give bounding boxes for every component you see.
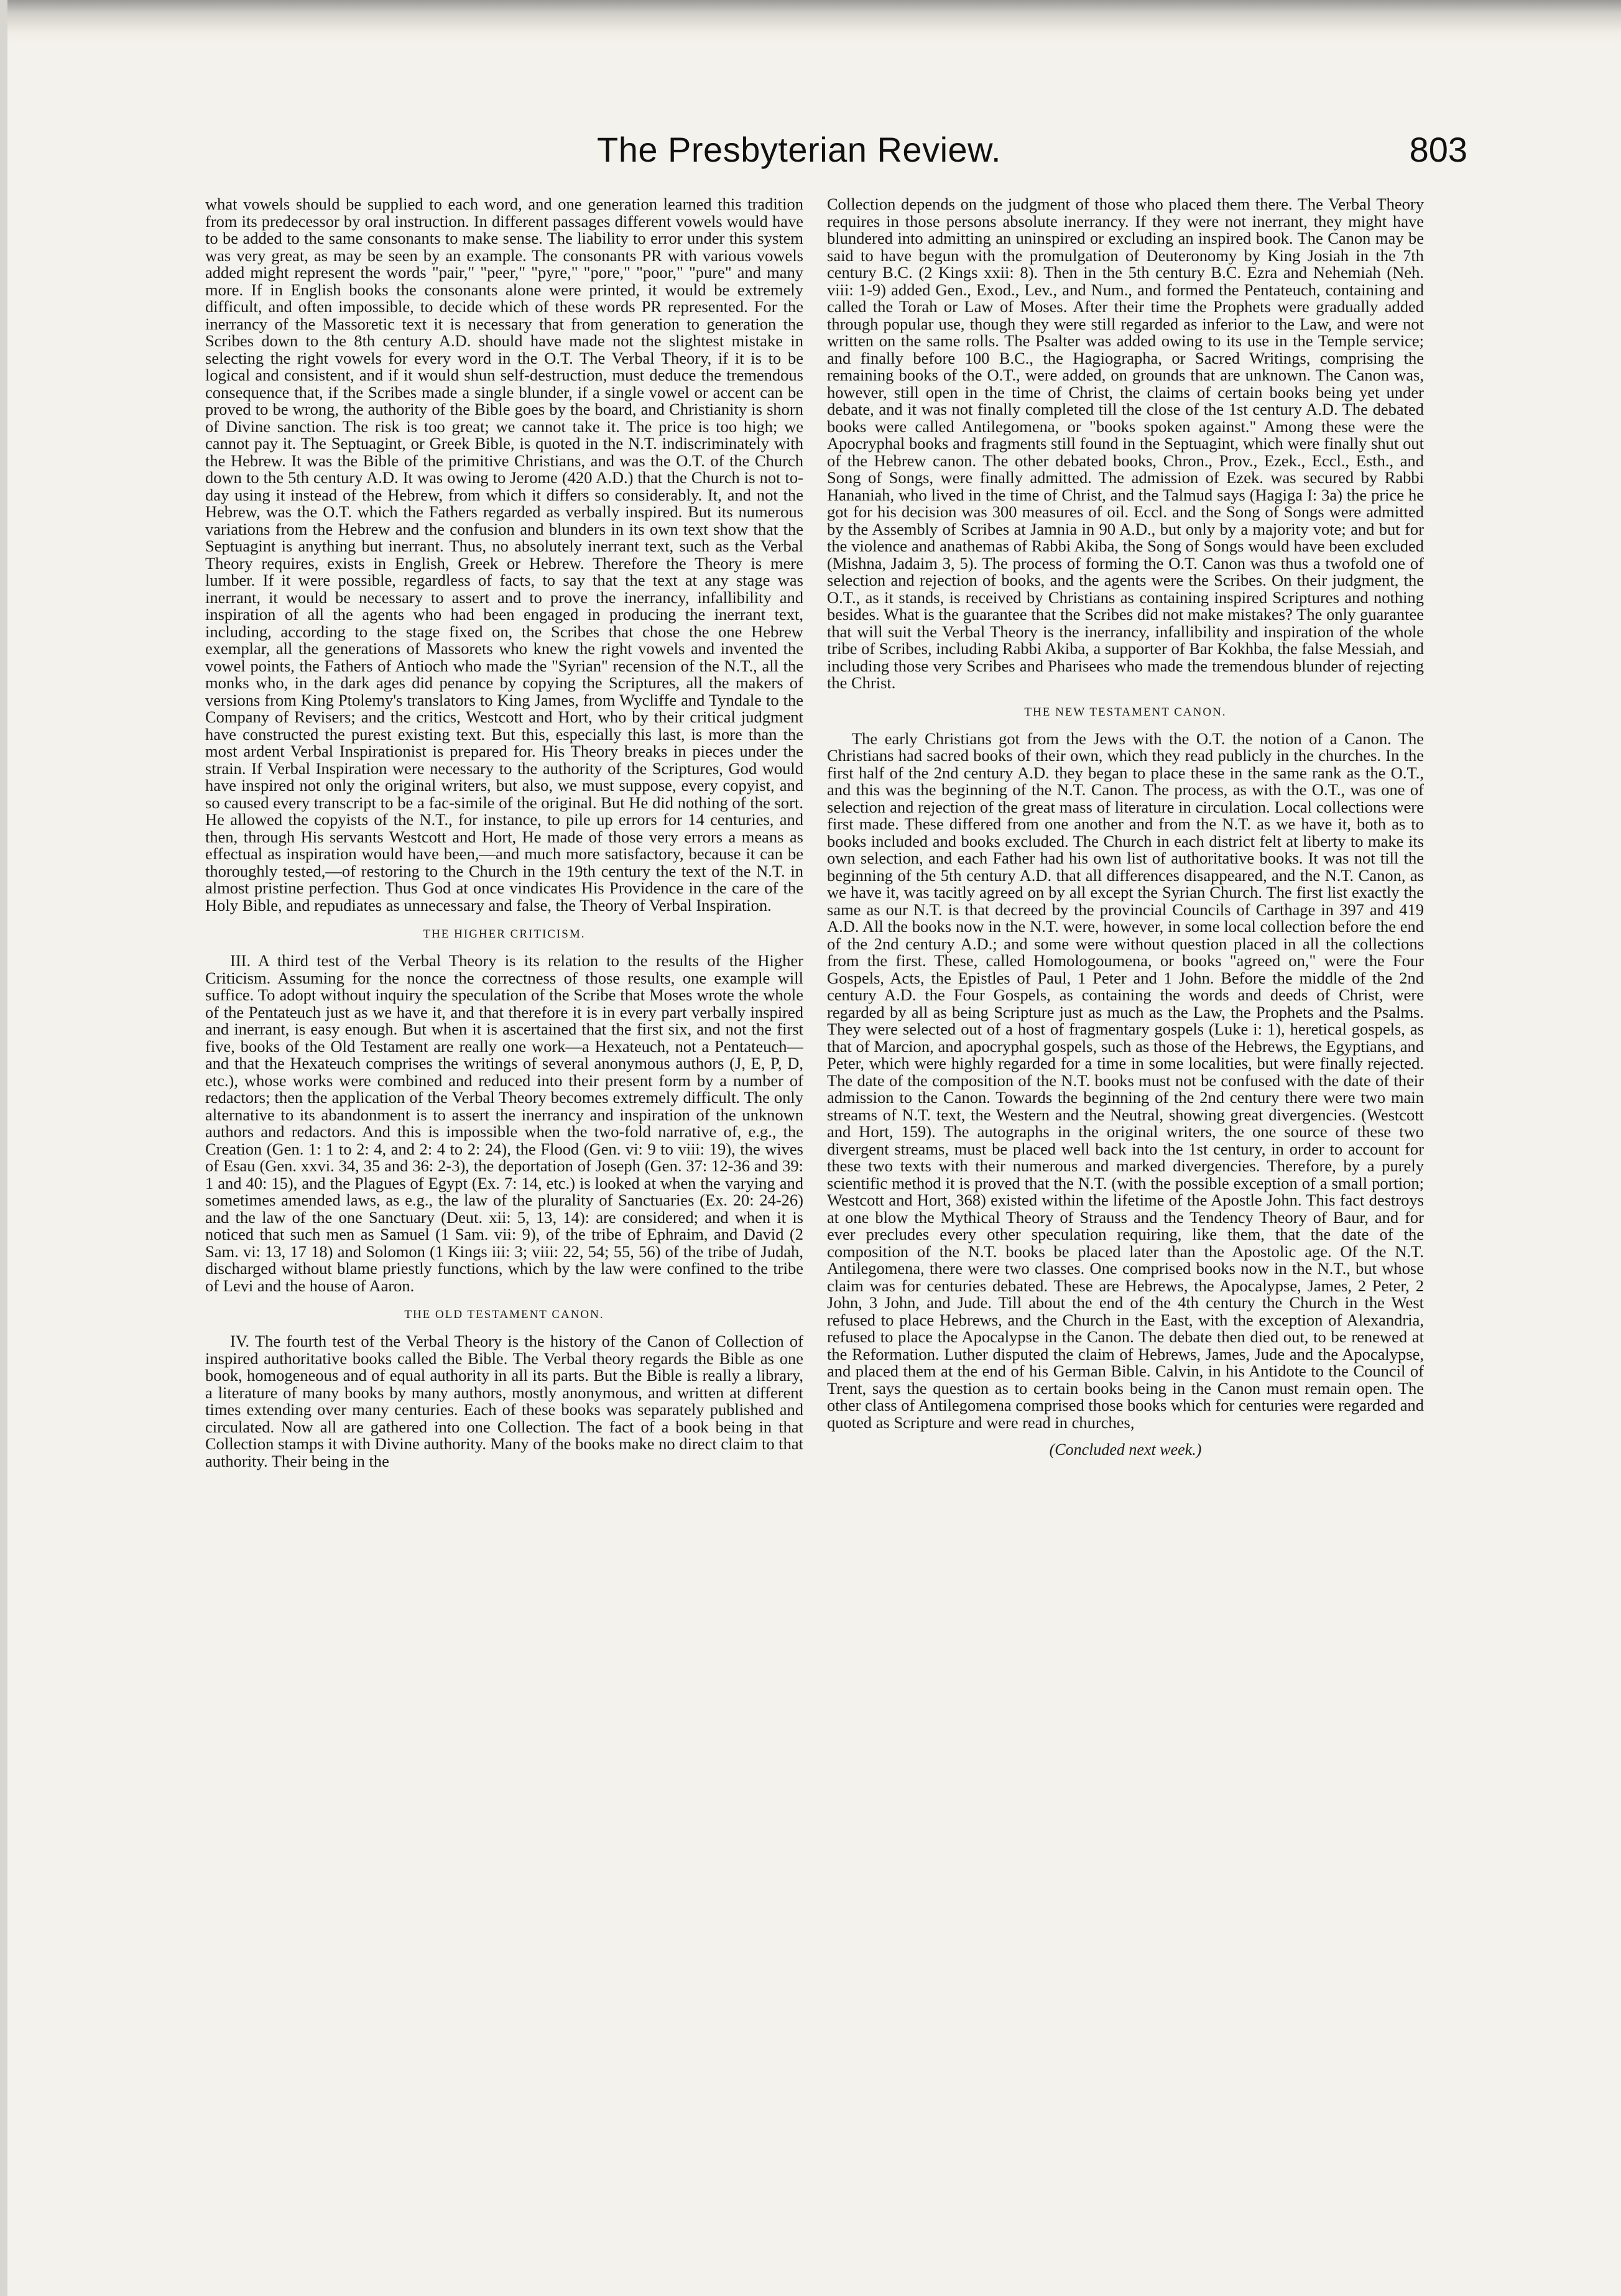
paragraph-vowels: what vowels should be supplied to each word, and one generation learned this tradition from its predecessor by oral instruction. In different passages different vowels would have to be added to the same consonants to make sense. The liability to error under this system was very great, as may be seen by an example. The consonants PR with various vowels added might represent the words "pair," "peer," "pyre," "pore," "poor," "pure" and many more. If in English books the consonants alone were printed, it would be extremely difficult, and often impossible, to decide which of these words PR represented. For the inerrancy of the Massoretic text it is necessary that from generation to generation the Scribes down to the 8th century A.D. should have made not the slightest mistake in selecting the right vowels for every word in the O.T. The Verbal Theory, if it is to be logical and consistent, and if it would shun self-destruction, must deduce the tremendous consequence that, if the Scribes made a single blunder, if a single vowel or accent can be proved to be wrong, the authority of the Bible goes by the board, and Christianity is shorn of Divine sanction. The risk is too great; we cannot take it. The price is too high; we cannot pay it. The Septuagint, or Greek Bible, is quoted in the N.T. indiscriminately with the Hebrew. It was the Bible of the primitive Christians, and was the O.T. of the Church down to the 5th century A.D. It was owing to Jerome (420 A.D.) that the Church is not to-day using it instead of the Hebrew, from which it differs so considerably. It, and not the Hebrew, was the O.T. which the Fathers regarded as verbally inspired. But its numerous variations from the Hebrew and the confusion and blunders in its own text show that the Septuagint is anything but inerrant. Thus, no absolutely inerrant text, such as the Verbal Theory requires, exists in English, Greek or Hebrew. Therefore the Theory is mere lumber. If it were possible, regardless of facts, to say that the text at any stage was inerrant, it would be necessary to assert and to prove the inerrancy, infallibility and inspiration of all the agents who had been engaged in producing the inerrant text, including, according to the stage fixed on, the Scribes that chose the one Hebrew exemplar, all the generations of Massorets who knew the right vowels and invented the vowel points, the Fathers of Antioch who made the "Syrian" recension of the N.T., all the monks who, in the dark ages did penance by copying the Scriptures, all the makers of versions from King Ptolemy's translators to King James, from Wycliffe and Tyndale to the Company of Revisers; and the critics, Westcott and Hort, who by their critical judgment have constructed the purest existing text. But this, especially this last, is more than the most ardent Verbal Inspirationist is prepared for. His Theory breaks in pieces under the strain. If Verbal Inspiration were necessary to the authority of the Scriptures, God would have inspired not only the original writers, but also, we must suppose, every copyist, and so caused every transcript to be a fac-simile of the original. But He did nothing of the sort. He allowed the copyists of the N.T., for instance, to pile up errors for 14 centuries, and then, through His servants Westcott and Hort, He made of those very errors a means as effectual as inspiration would have been,—and much more satisfactory, because it can be thoroughly tested,—of restoring to the Church in the 19th century the text of the N.T. in almost pristine perfection. Thus God at once vindicates His Providence in the care of the Holy Bible, and repudiates as unnecessary and false, the Theory of Verbal Inspiration. [205, 196, 803, 915]
left-column [205, 196, 803, 2272]
heading-higher-criticism: THE HIGHER CRITICISM. [423, 928, 586, 941]
paragraph-higher-criticism: III. A third test of the Verbal Theory is its relation to the results of the Higher Criticism. Assuming for the nonce the correctness of those results, one example will suffice. To adopt without inquiry the speculation of the Scribe that Moses wrote the whole of the Pentateuch just as we have it, and that therefore it is in every part verbally inspired and inerrant, is easy enough. But when it is ascertained that the first six, and not the first five, books of the Old Testament are really one work—a Hexateuch, not a Pentateuch—and that the Hexateuch comprises the writings of several anonymous authors (J, E, P, D, etc.), whose works were combined and reduced into their present form by a number of redactors; then the application of the Verbal Theory becomes extremely difficult. The only alternative to its abandonment is to assert the inerrancy and inspiration of the unknown authors and redactors. And this is impossible when the two-fold narrative of, e.g., the Creation (Gen. 1: 1 to 2: 4, and 2: 4 to 2: 24), the Flood (Gen. vi: 9 to viii: 19), the wives of Esau (Gen. xxvi. 34, 35 and 36: 2-3), the deportation of Joseph (Gen. 37: 12-36 and 39: 1 and 40: 15), and the Plagues of Egypt (Ex. 7: 14, etc.) is looked at when the varying and sometimes amended laws, as e.g., the law of the plurality of Sanctuaries (Ex. 20: 24-26) and the law of the one Sanctuary (Deut. xii: 5, 13, 14): are considered; and when it is noticed that such men as Samuel (1 Sam. vii: 9), of the tribe of Ephraim, and David (2 Sam. vi: 13, 17 18) and Solomon (1 Kings iii: 3; viii: 22, 54; 55, 56) of the tribe of Judah, discharged without blame priestly functions, which by the law were confined to the tribe of Levi and the house of Aaron. [205, 951, 803, 1295]
continued-note: (Concluded next week.) [1049, 1441, 1202, 1459]
paragraph-collection: Collection depends on the judgment of those who placed them there. The Verbal Theory requires in those persons absolute inerrancy. If they were not inerrant, they might have blundered into admitting an uninspired or excluding an inspired book. The Canon may be said to have begun with the promulgation of Deuteronomy by King Josiah in the 7th century B.C. (2 Kings xxii: 8). Then in the 5th century B.C. Ezra and Nehemiah (Neh. viii: 1-9) added Gen., Exod., Lev., and Num., and formed the Pentateuch, containing and called the Torah or Law of Moses. After their time the Prophets were gradually added through popular use, though they were still regarded as inferior to the Law, and were not written on the same rolls. The Psalter was added owing to its use in the Temple service; and finally before 100 B.C., the Hagiographa, or Sacred Writings, comprising the remaining books of the O.T., were added, on grounds that are unknown. The Canon was, however, still open in the time of Christ, the claims of certain books being yet under debate, and it was not finally completed till the close of the 1st century A.D. The debated books were called Antilegomena, or "books spoken against." Among these were the Apocryphal books and fragments still found in the Septuagint, which were finally shut out of the Hebrew canon. The other debated books, Chron., Prov., Ezek., Eccl., Esth., and Song of Songs, were finally admitted. The admission of Ezek. was secured by Rabbi Hananiah, who lived in the time of Christ, and the Talmud says (Hagiga I: 3a) the price he got for his decision was 300 measures of oil. Eccl. and the Song of Songs were admitted by the Assembly of Scribes at Jamnia in 90 A.D., but only by a majority vote; and but for the violence and anathemas of Rabbi Akiba, the Song of Songs would have been excluded (Mishna, Jadaim 3, 5). The process of forming the O.T. Canon was thus a twofold one of selection and rejection of books, and the agents were the Scribes. On their judgment, the O.T., as it stands, is received by Christians as containing inspired Scriptures and nothing besides. What is the guarantee that the Scribes did not make mistakes? The only guarantee that will suit the Verbal Theory is the inerrancy, infallibility and inspiration of the whole tribe of Scribes, including Rabbi Akiba, a supporter of Bar Kokhba, the false Messiah, and including those very Scribes and Pharisees who made the tremendous blunder of rejecting the Christ. [827, 196, 1424, 692]
page-left-edge [0, 0, 7, 2296]
paragraph-new-testament-canon: The early Christians got from the Jews with the O.T. the notion of a Canon. The Christians had sacred books of their own, which they read publicly in the churches. In the first half of the 2nd century A.D. they began to place these in the same rank as the O.T., and this was the beginning of the N.T. Canon. The process, as with the O.T., was one of selection and rejection of the great mass of literature in circulation. Local collections were first made. These differed from one another and from the N.T. as we have it, both as to books included and books excluded. The Church in each district felt at liberty to make its own selection, and each Father had his own list of authoritative books. It was not till the beginning of the 5th century A.D. that all differences disappeared, and the N.T. Canon, as we have it, was tacitly agreed on by all except the Syrian Church. The first list exactly the same as our N.T. is that decreed by the provincial Councils of Carthage in 397 and 419 A.D. All the books now in the N.T. were, however, in some local collection before the end of the 2nd century A.D.; and some were without question placed in all the collections from the first. These, called Homologoumena, or books "agreed on," were the Four Gospels, Acts, the Epistles of Paul, 1 Peter and 1 John. Before the middle of the 2nd century A.D. the Four Gospels, as containing the words and deeds of Christ, were regarded by all as being Scripture just as much as the Law, the Prophets and the Psalms. They were selected out of a host of fragmentary gospels (Luke i: 1), heretical gospels, as that of Marcion, and apocryphal gospels, such as those of the Hebrews, the Egyptians, and Peter, which were highly regarded for a time in some localities, but were finally rejected. The date of the composition of the N.T. books must not be confused with the date of their admission to the Canon. Towards the beginning of the 2nd century there were two main streams of N.T. text, the Western and the Neutral, showing great divergencies. (Westcott and Hort, 159). The autographs in the original writers, the one source of these two divergent streams, must be placed well back into the 1st century, in order to account for these two texts with their numerous and marked divergencies. Therefore, by a purely scientific method it is proved that the N.T. (with the possible exception of a small portion; Westcott and Hort, 368) existed within the lifetime of the Apostle John. This fact destroys at one blow the Mythical Theory of Strauss and the Tendency Theory of Baur, and for ever precludes every other speculation requiring, like them, that the date of the composition of the N.T. books be placed later than the Apostolic age. Of the N.T. Antilegomena, there were two classes. One comprised books now in the N.T., but whose claim was for centuries debated. These are Hebrews, the Apocalypse, James, 2 Peter, 2 John, 3 John, and Jude. Till about the end of the 4th century the Church in the West refused to place Hebrews, and the Church in the East, with the exception of Alexandria, refused to place the Apocalypse in the Canon. The debate then died out, to be renewed at the Reformation. Luther disputed the claim of Hebrews, James, Jude and the Apocalypse, and placed them at the end of his German Bible. Calvin, in his Antidote to the Council of Trent, says the question as to certain books being in the Canon must remain open. The other class of Antilegomena comprised those books which for centuries were regarded and quoted as Scripture and were read in churches, [827, 729, 1424, 1432]
journal-title: The Presbyterian Review. [597, 130, 1002, 169]
right-column [827, 196, 1424, 2272]
heading-old-testament-canon: THE OLD TESTAMENT CANON. [404, 1308, 604, 1321]
heading-new-testament-canon: THE NEW TESTAMENT CANON. [1024, 705, 1227, 719]
running-head [597, 129, 1467, 173]
page-top-edge [0, 0, 1621, 44]
page-number: 803 [1409, 130, 1467, 169]
paragraph-old-testament-canon: IV. The fourth test of the Verbal Theory is the history of the Canon of Collection of inspired authoritative books called the Bible. The Verbal theory regards the Bible as one book, homogeneous and of equal authority in all its parts. But the Bible is really a library, a literature of many books by many authors, mostly anonymous, and written at different times extending over many centuries. Each of these books was separately published and circulated. Now all are gathered into one Collection. The fact of a book being in that Collection stamps it with Divine authority. Many of the books make no direct claim to that authority. Their being in the [205, 1332, 803, 1470]
